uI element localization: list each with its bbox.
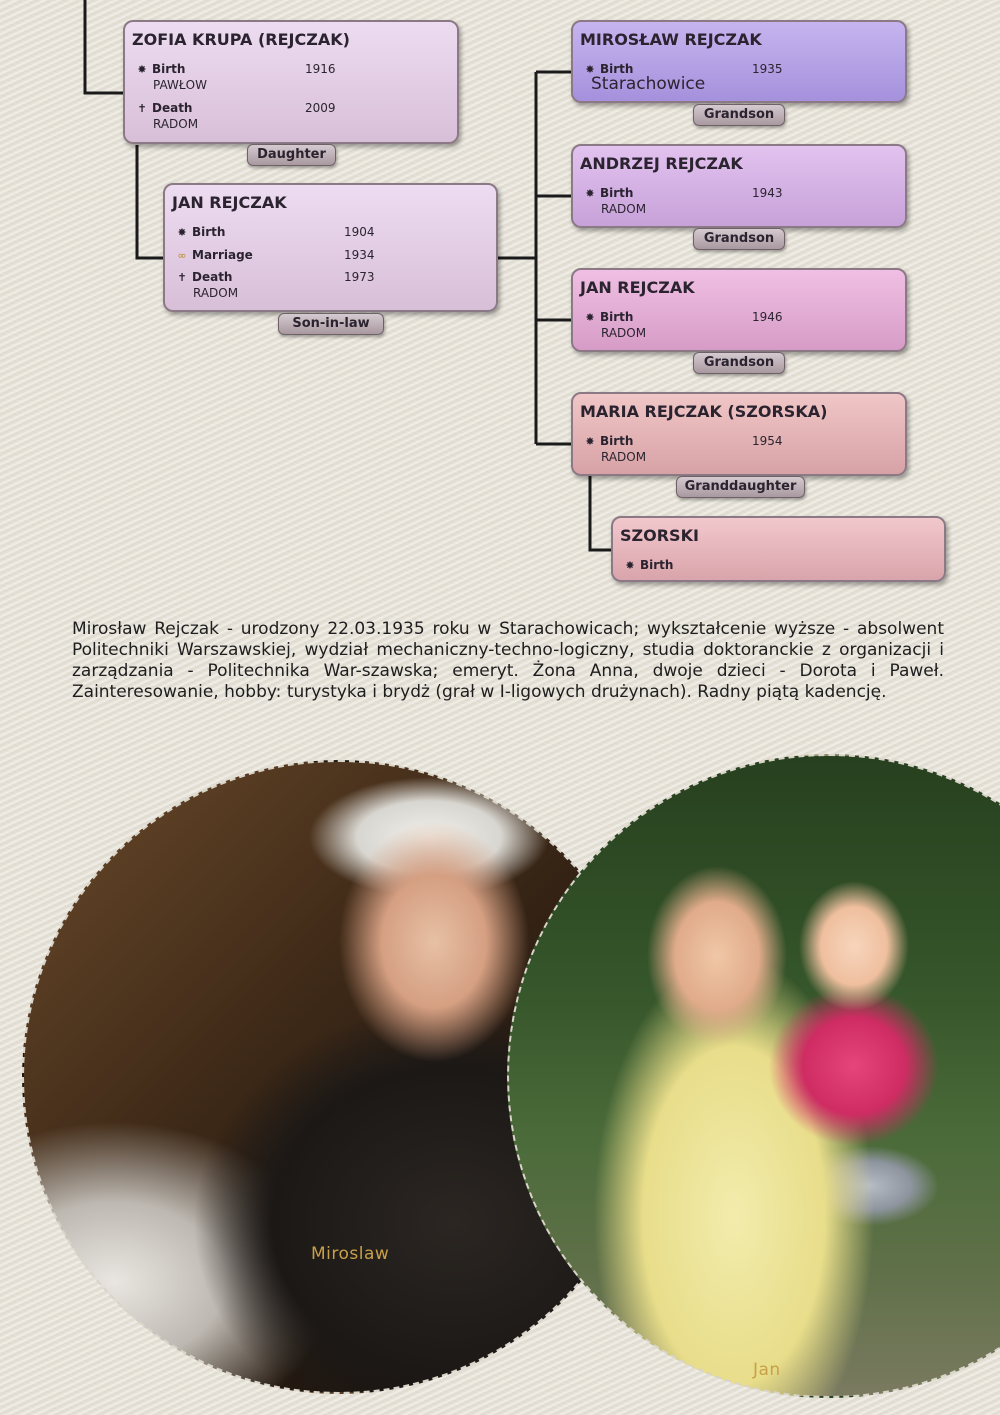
birth-year: 1916	[305, 62, 336, 76]
event-label: Birth	[600, 310, 634, 324]
birth-place: RADOM	[601, 326, 647, 340]
birth-year: 1943	[752, 186, 783, 200]
death-event	[135, 101, 192, 115]
person-card-szorski[interactable]	[611, 516, 946, 582]
birth-event	[623, 558, 673, 572]
birth-event	[135, 62, 185, 76]
death-place: RADOM	[153, 117, 199, 131]
death-year: 1973	[344, 270, 375, 284]
person-name: JAN REJCZAK	[580, 278, 695, 297]
death-year: 2009	[305, 101, 336, 115]
person-card-maria[interactable]	[571, 392, 907, 476]
birth-event	[583, 310, 633, 324]
birth-star-icon: ✸	[177, 226, 187, 239]
birth-place: RADOM	[601, 450, 647, 464]
event-label: Birth	[600, 62, 634, 76]
person-name: ANDRZEJ REJCZAK	[580, 154, 743, 173]
event-label: Birth	[600, 186, 634, 200]
relation-badge: Son-in-law	[278, 313, 384, 335]
photo-jan	[507, 754, 1000, 1398]
person-name: JAN REJCZAK	[172, 193, 287, 212]
person-name: MIROSŁAW REJCZAK	[580, 30, 762, 49]
rings-icon: ∞	[177, 249, 187, 262]
birth-star-icon: ✸	[585, 187, 595, 200]
relation-badge: Granddaughter	[676, 476, 805, 498]
marriage-event	[175, 248, 253, 262]
birth-place: Starachowice	[591, 74, 706, 94]
birth-place: PAWŁOW	[153, 78, 207, 92]
relation-badge: Grandson	[693, 352, 785, 374]
death-place: RADOM	[193, 286, 239, 300]
person-card-zofia[interactable]	[123, 20, 459, 144]
death-event	[175, 270, 232, 284]
person-name: ZOFIA KRUPA (REJCZAK)	[132, 30, 350, 49]
birth-event	[583, 434, 633, 448]
event-label: Death	[192, 270, 233, 284]
birth-star-icon: ✸	[585, 435, 595, 448]
relation-badge: Daughter	[247, 144, 336, 166]
biography-text: Mirosław Rejczak - urodzony 22.03.1935 roku w Starachowicach; wykształcenie wyższe - absolwent Politechniki Warszawskiej, wydział mechaniczny-techno-logiczny, studia doktoranckie z organizacji i zarządzania - Politechnika War-szawska; emeryt. Żona Anna, dwoje dzieci - Dorota i Paweł. Zainteresowanie, hobby: turystyka i brydż (grał w I-ligowych drużynach). Radny piątą kadencję.	[72, 619, 944, 702]
marriage-year: 1934	[344, 248, 375, 262]
event-label: Birth	[640, 558, 674, 572]
birth-event	[175, 225, 225, 239]
birth-star-icon: ✸	[585, 63, 595, 76]
photo-caption: Jan	[753, 1360, 781, 1380]
person-card-miroslaw[interactable]	[571, 20, 907, 103]
person-card-jan[interactable]	[571, 268, 907, 352]
cross-icon: ✝	[137, 102, 147, 115]
birth-year: 1935	[752, 62, 783, 76]
event-label: Birth	[600, 434, 634, 448]
birth-event	[583, 186, 633, 200]
person-name: SZORSKI	[620, 526, 699, 545]
birth-place: RADOM	[601, 202, 647, 216]
relation-badge: Grandson	[693, 228, 785, 250]
cross-icon: ✝	[177, 271, 187, 284]
birth-star-icon: ✸	[585, 311, 595, 324]
photo-caption: Miroslaw	[311, 1244, 390, 1264]
person-card-andrzej[interactable]	[571, 144, 907, 228]
person-name: MARIA REJCZAK (SZORSKA)	[580, 402, 828, 421]
birth-year: 1904	[344, 225, 375, 239]
birth-star-icon: ✸	[137, 63, 147, 76]
event-label: Birth	[192, 225, 226, 239]
birth-year: 1954	[752, 434, 783, 448]
person-card-jan-senior[interactable]	[163, 183, 498, 312]
event-label: Marriage	[192, 248, 253, 262]
event-label: Death	[152, 101, 193, 115]
relation-badge: Grandson	[693, 104, 785, 126]
event-label: Birth	[152, 62, 186, 76]
birth-year: 1946	[752, 310, 783, 324]
birth-star-icon: ✸	[625, 559, 635, 572]
